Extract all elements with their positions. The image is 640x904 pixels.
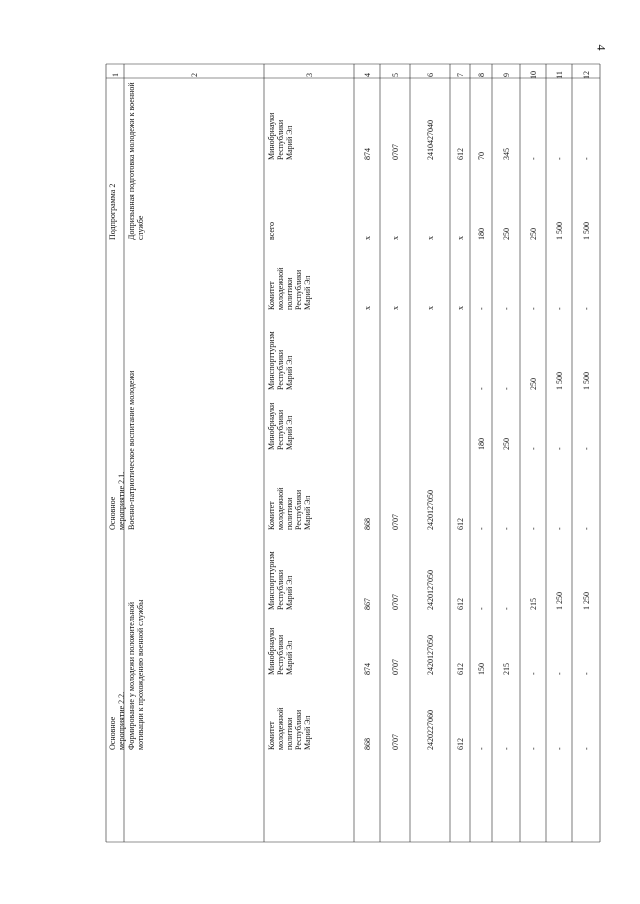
row-2-c5: x [391, 306, 400, 310]
row-1-c4: x [363, 236, 372, 240]
row-3-c9: - [502, 387, 511, 390]
row-7-c12: - [582, 672, 591, 675]
row-5-c9: - [502, 527, 511, 530]
row-7-c9: 215 [502, 663, 511, 675]
row-8-col3-1: молодежной [276, 707, 285, 750]
row-7-c8: 150 [477, 663, 486, 675]
row-8-col3-2: политики [285, 717, 294, 750]
row-8-c6: 2420227060 [426, 710, 435, 750]
row-5-c7: 612 [456, 518, 465, 530]
row-4-c10: - [529, 447, 538, 450]
row-3-c11: 1 500 [555, 372, 564, 390]
table-grid [106, 64, 600, 842]
row-3-c10: 250 [529, 378, 538, 390]
row-6-c8: - [477, 607, 486, 610]
row-8-c9: - [502, 747, 511, 750]
row-7-c6: 2420127050 [426, 635, 435, 675]
row-7-c11: - [555, 672, 564, 675]
row-4-c12: - [582, 447, 591, 450]
row-7-c5: 0707 [391, 659, 400, 675]
row-8-col2-0: Формирование у молодежи положительной [127, 601, 136, 750]
row-5-c5: 0707 [391, 514, 400, 530]
row-7-c10: - [529, 672, 538, 675]
row-2-c12: - [582, 307, 591, 310]
row-1-c7: x [456, 236, 465, 240]
row-3-c12: 1 500 [582, 372, 591, 390]
row-2-c4: x [363, 306, 372, 310]
row-1-col3-0: всего [267, 221, 276, 240]
row-5-col3-0: Комитет [267, 501, 276, 530]
row-8-c5: 0707 [391, 734, 400, 750]
row-2-col3-0: Комитет [267, 281, 276, 310]
row-0-c6: 2410427040 [426, 120, 435, 160]
row-2-c7: x [456, 306, 465, 310]
row-3-col3-2: Марий Эл [285, 355, 294, 390]
row-2-c11: - [555, 307, 564, 310]
column-header-1: 1 [111, 73, 120, 77]
row-4-col3-2: Марий Эл [285, 415, 294, 450]
row-1-c9: 250 [502, 228, 511, 240]
row-4-c11: - [555, 447, 564, 450]
row-1-c10: 250 [529, 228, 538, 240]
row-8-c12: - [582, 747, 591, 750]
row-0-c9: 345 [502, 148, 511, 160]
row-5-c11: - [555, 527, 564, 530]
row-1-c6: x [426, 236, 435, 240]
row-2-c6: x [426, 306, 435, 310]
row-1-col1-0: Подпрограмма 2 [108, 183, 117, 240]
row-4-col3-1: Республики [276, 409, 285, 450]
row-7-col3-0: Минобрнауки [267, 627, 276, 675]
row-2-c10: - [529, 307, 538, 310]
row-5-col3-4: Марий Эл [303, 495, 312, 530]
row-8-col3-4: Марий Эл [303, 715, 312, 750]
row-6-c5: 0707 [391, 594, 400, 610]
column-header-12: 12 [582, 71, 591, 79]
row-0-col3-1: Республики [276, 119, 285, 160]
row-0-c8: 70 [477, 152, 486, 160]
column-header-6: 6 [426, 73, 435, 77]
page-number: 4 [594, 44, 609, 51]
row-8-c4: 868 [363, 738, 372, 750]
row-7-c7: 612 [456, 663, 465, 675]
column-header-8: 8 [477, 73, 486, 77]
row-5-c10: - [529, 527, 538, 530]
row-8-col3-3: Республики [294, 709, 303, 750]
row-5-col3-3: Республики [294, 489, 303, 530]
row-1-col2-0: Допризывная подготовка молодежи к военной [127, 82, 136, 240]
row-6-c12: 1 250 [582, 592, 591, 610]
column-header-4: 4 [363, 73, 372, 77]
row-5-col1-1: мероприятие 2.1. [117, 471, 126, 530]
row-0-col3-2: Марий Эл [285, 125, 294, 160]
row-0-c5: 0707 [391, 144, 400, 160]
row-6-col3-2: Марий Эл [285, 575, 294, 610]
row-0-c10: - [529, 157, 538, 160]
row-5-c8: - [477, 527, 486, 530]
row-8-c8: - [477, 747, 486, 750]
row-8-c11: - [555, 747, 564, 750]
row-8-c7: 612 [456, 738, 465, 750]
row-5-c6: 2420127050 [426, 490, 435, 530]
table-body [108, 82, 591, 750]
column-header-7: 7 [456, 73, 465, 77]
column-header-3: 3 [305, 73, 314, 77]
row-1-c12: 1 500 [582, 222, 591, 240]
row-5-c12: - [582, 527, 591, 530]
column-header-9: 9 [502, 73, 511, 77]
row-7-c4: 874 [363, 663, 372, 675]
column-header-11: 11 [555, 71, 564, 79]
column-header-5: 5 [391, 73, 400, 77]
row-8-col1-0: Основное [108, 716, 117, 750]
row-3-col3-1: Республики [276, 349, 285, 390]
row-4-col3-0: Минобрнауки [267, 402, 276, 450]
row-2-col3-3: Республики [294, 269, 303, 310]
row-1-c11: 1 500 [555, 222, 564, 240]
row-6-c4: 867 [363, 598, 372, 610]
row-6-col3-0: Минспорттуризм [267, 551, 276, 610]
row-2-c8: - [477, 307, 486, 310]
row-4-c8: 180 [477, 438, 486, 450]
row-6-c11: 1 250 [555, 592, 564, 610]
row-5-col3-2: политики [285, 497, 294, 530]
row-8-col2-1: мотивации к прохождению военной службы [136, 599, 145, 750]
row-3-col3-0: Минспорттуризм [267, 331, 276, 390]
row-5-c4: 868 [363, 518, 372, 530]
row-0-c7: 612 [456, 148, 465, 160]
row-3-c8: - [477, 387, 486, 390]
row-8-col1-1: мероприятие 2.2. [117, 691, 126, 750]
row-2-c9: - [502, 307, 511, 310]
row-6-col3-1: Республики [276, 569, 285, 610]
row-2-col3-2: политики [285, 277, 294, 310]
row-2-col3-1: молодежной [276, 267, 285, 310]
row-0-col3-0: Минобрнауки [267, 112, 276, 160]
row-0-c11: - [555, 157, 564, 160]
row-6-c6: 2420127050 [426, 570, 435, 610]
row-1-c8: 180 [477, 228, 486, 240]
row-7-col3-1: Республики [276, 634, 285, 675]
row-0-c4: 874 [363, 148, 372, 160]
row-5-col2-0: Военно-патриотическое воспитание молодежи [127, 370, 136, 530]
row-0-c12: - [582, 157, 591, 160]
column-header-10: 10 [529, 71, 538, 79]
row-1-col2-1: службе [136, 215, 145, 240]
row-2-col3-4: Марий Эл [303, 275, 312, 310]
row-8-c10: - [529, 747, 538, 750]
row-1-c5: x [391, 236, 400, 240]
row-5-col1-0: Основное [108, 496, 117, 530]
column-header-2: 2 [190, 73, 199, 77]
row-7-col3-2: Марий Эл [285, 640, 294, 675]
row-6-c9: - [502, 607, 511, 610]
row-5-col3-1: молодежной [276, 487, 285, 530]
row-6-c10: 215 [529, 598, 538, 610]
row-6-c7: 612 [456, 598, 465, 610]
row-4-c9: 250 [502, 438, 511, 450]
row-8-col3-0: Комитет [267, 721, 276, 750]
